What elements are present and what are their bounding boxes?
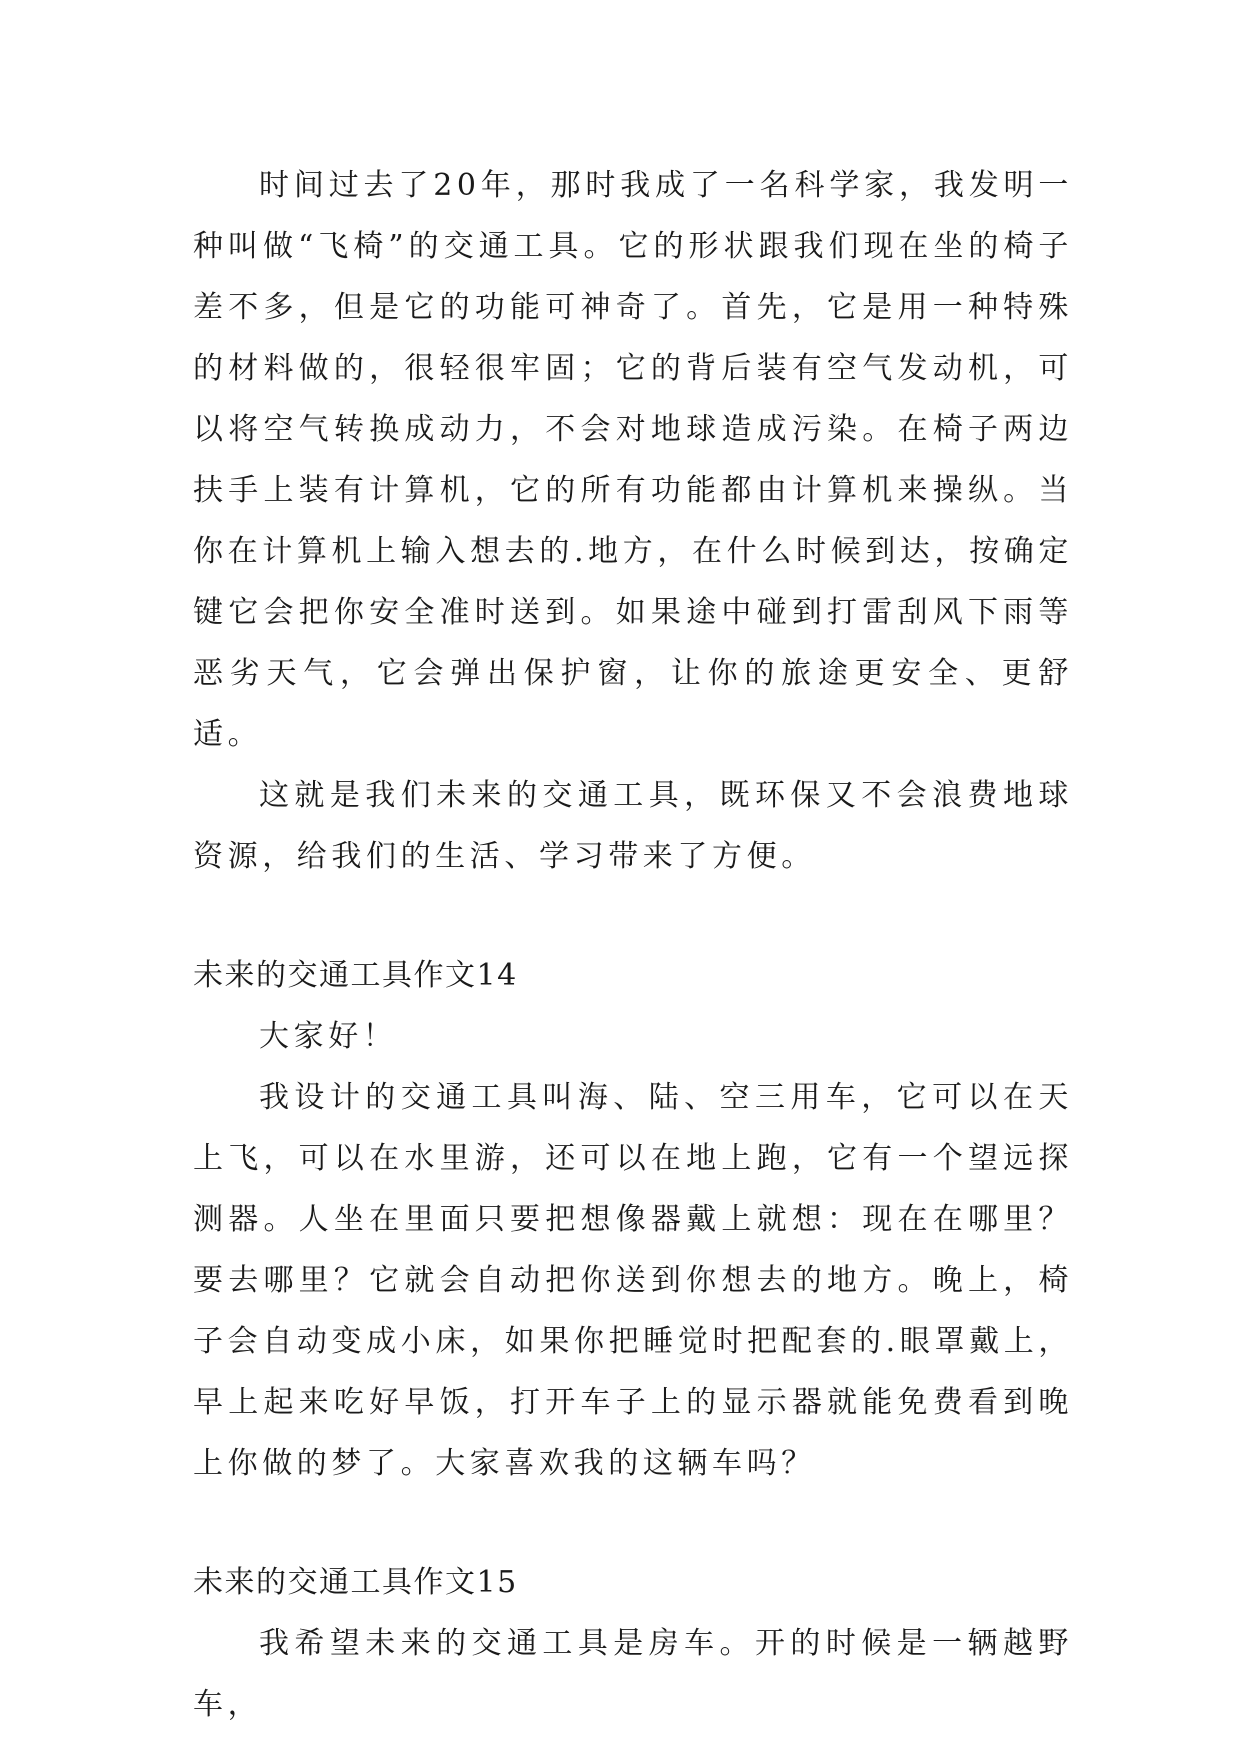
section-heading-15: 未来的交通工具作文15 — [193, 1565, 518, 1600]
paragraph-eco-conclusion: 这就是我们未来的交通工具，既环保又不会浪费地球资源，给我们的生活、学习带来了方便。 — [193, 778, 1073, 874]
section-gap — [193, 887, 1073, 945]
section-gap — [193, 1494, 1073, 1552]
paragraph-flying-chair: 时间过去了20年，那时我成了一名科学家，我发明一种叫做“飞椅”的交通工具。它的形状跟我们现在坐的椅子差不多，但是它的功能可神奇了。首先，它是用一种特殊的材料做的，很轻很牢固；它的背后装有空气发动机，可以将空气转换成动力，不会对地球造成污染。在椅子两边扶手上装有计算机，它的所有功能都由计算机来操纵。当你在计算机上输入想去的.地方，在什么时候到达，按确定键它会把你安全准时送到。如果途中碰到打雷刮风下雨等恶劣天气，它会弹出保护窗，让你的旅途更安全、更舒适。 — [193, 168, 1073, 752]
paragraph-amphibious-car: 我设计的交通工具叫海、陆、空三用车，它可以在天上飞，可以在水里游，还可以在地上跑，它有一个望远探测器。人坐在里面只要把想像器戴上就想：现在在哪里？要去哪里？它就会自动把你送到你想去的地方。晚上，椅子会自动变成小床，如果你把睡觉时把配套的.眼罩戴上，早上起来吃好早饭，打开车子上的显示器就能免费看到晚上你做的梦了。大家喜欢我的这辆车吗？ — [193, 1080, 1073, 1481]
paragraph-rv: 我希望未来的交通工具是房车。开的时候是一辆越野车， — [193, 1626, 1073, 1722]
paragraph-greeting: 大家好！ — [259, 1019, 398, 1054]
document-page — [193, 155, 1073, 1735]
section-heading-14: 未来的交通工具作文14 — [193, 958, 518, 993]
